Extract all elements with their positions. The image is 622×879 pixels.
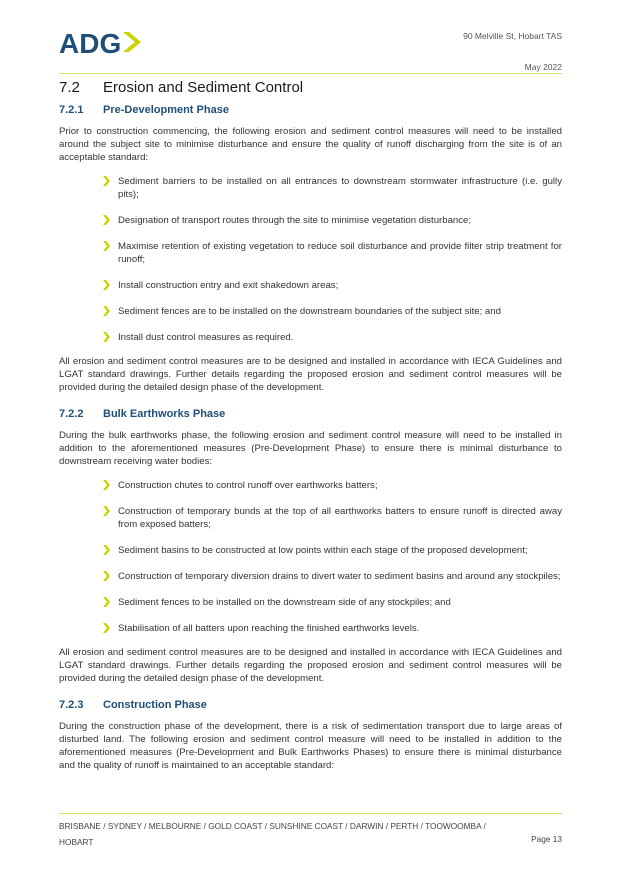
logo-text: ADG — [59, 28, 122, 57]
company-logo — [59, 27, 143, 57]
footer-office-locations: BRISBANE / SYDNEY / MELBOURNE / GOLD COAST / SUNSHINE COAST / DARWIN / PERTH / TOOWOOMBA / HOBART — [59, 821, 486, 847]
subsection-number: 7.2.2 — [59, 408, 84, 420]
subsection-number: 7.2.1 — [59, 104, 84, 116]
subsection-title: Construction Phase — [103, 699, 207, 711]
bullet-item — [103, 622, 562, 635]
page-content — [59, 79, 562, 772]
page-number: Page 13 — [531, 834, 562, 844]
bullet-item — [103, 279, 562, 292]
header-date: May 2022 — [524, 62, 562, 72]
bullet-text: Construction of temporary diversion drains to divert water to sediment basins and around any stockpiles; — [118, 571, 561, 582]
bullet-text: Construction of temporary bunds at the top of all earthworks batters to ensure runoff is directed away from exposed batters; — [118, 506, 562, 530]
chevron-right-icon — [103, 280, 110, 290]
chevron-right-icon — [103, 241, 110, 251]
paragraph-intro: During the bulk earthworks phase, the following erosion and sediment control measure will need to be installed in addition to the aforementioned measures (Pre-Development Phase) to ensure there is minimal disturbance to downstream receiving water bodies: — [59, 430, 562, 467]
bullet-text: Install dust control measures as required. — [118, 332, 294, 343]
bullet-text: Sediment barriers to be installed on all entrances to downstream stormwater infrastructure (i.e. gully pits); — [118, 176, 562, 200]
subsection-title: Bulk Earthworks Phase — [103, 408, 226, 420]
bullet-text: Sediment fences are to be installed on the downstream boundaries of the subject site; and — [118, 306, 501, 317]
chevron-right-icon — [103, 306, 110, 316]
subsection-heading-construction — [59, 699, 562, 711]
chevron-right-icon — [103, 623, 110, 633]
bullet-text: Construction chutes to control runoff over earthworks batters; — [118, 480, 378, 491]
subsection-title: Pre-Development Phase — [103, 104, 229, 116]
paragraph-outro: All erosion and sediment control measures are to be designed and installed in accordance with IECA Guidelines and LGAT standard drawings. Further details regarding the proposed erosion and sediment control measures will be provided during the detailed design phase of the development. — [59, 647, 562, 684]
bullet-text: Maximise retention of existing vegetation to reduce soil disturbance and provide filter strip treatment for runoff; — [118, 241, 562, 265]
section-number: 7.2 — [59, 79, 80, 96]
bullet-item — [103, 240, 562, 266]
bullet-text: Stabilisation of all batters upon reaching the finished earthworks levels. — [118, 623, 420, 634]
chevron-right-icon — [103, 215, 110, 225]
footer-divider — [59, 813, 562, 814]
subsection-number: 7.2.3 — [59, 699, 84, 711]
chevron-right-icon — [103, 571, 110, 581]
bullet-item — [103, 305, 562, 318]
bullet-item — [103, 479, 562, 492]
paragraph-intro: During the construction phase of the development, there is a risk of sedimentation transport due to large areas of disturbed land. The following erosion and sediment control measure will need to be installed in addition to the aforementioned measures (Pre-Development and Bulk Earthworks Phases) to ensure there is minimal disturbance and the quality of runoff is maintained to an acceptable standard: — [59, 721, 562, 771]
chevron-right-icon — [103, 176, 110, 186]
chevron-right-icon — [103, 506, 110, 516]
bullet-item — [103, 331, 562, 344]
header-address: 90 Melville St, Hobart TAS — [463, 31, 562, 41]
bullet-text: Designation of transport routes through the site to minimise vegetation disturbance; — [118, 215, 472, 226]
paragraph-intro: Prior to construction commencing, the following erosion and sediment control measures will need to be installed around the subject site to minimise disturbance and ensure the quality of runoff discharging from the site is of an acceptable standard: — [59, 126, 562, 163]
paragraph-outro: All erosion and sediment control measures are to be designed and installed in accordance with IECA Guidelines and LGAT standard drawings. Further details regarding the proposed erosion and sediment control measures will be provided during the detailed design phase of the development. — [59, 356, 562, 393]
bullet-text: Sediment basins to be constructed at low points within each stage of the proposed development; — [118, 545, 528, 556]
chevron-right-icon — [103, 545, 110, 555]
chevron-right-icon — [103, 332, 110, 342]
section-heading — [59, 79, 562, 96]
bullet-item — [103, 175, 562, 201]
bullet-item — [103, 505, 562, 531]
chevron-right-icon — [103, 597, 110, 607]
section-title: Erosion and Sediment Control — [103, 79, 304, 96]
bullet-list-pre-development — [59, 175, 562, 344]
bullet-item — [103, 570, 562, 583]
subsection-heading-pre-development — [59, 104, 562, 116]
bullet-text: Sediment fences to be installed on the downstream side of any stockpiles; and — [118, 597, 451, 608]
header-divider — [59, 73, 562, 74]
logo-chevron-icon — [123, 32, 141, 52]
subsection-heading-bulk-earthworks — [59, 408, 562, 420]
bullet-text: Install construction entry and exit shakedown areas; — [118, 280, 339, 291]
bullet-item — [103, 214, 562, 227]
chevron-right-icon — [103, 480, 110, 490]
bullet-list-bulk-earthworks — [59, 479, 562, 635]
bullet-item — [103, 544, 562, 557]
bullet-item — [103, 596, 562, 609]
